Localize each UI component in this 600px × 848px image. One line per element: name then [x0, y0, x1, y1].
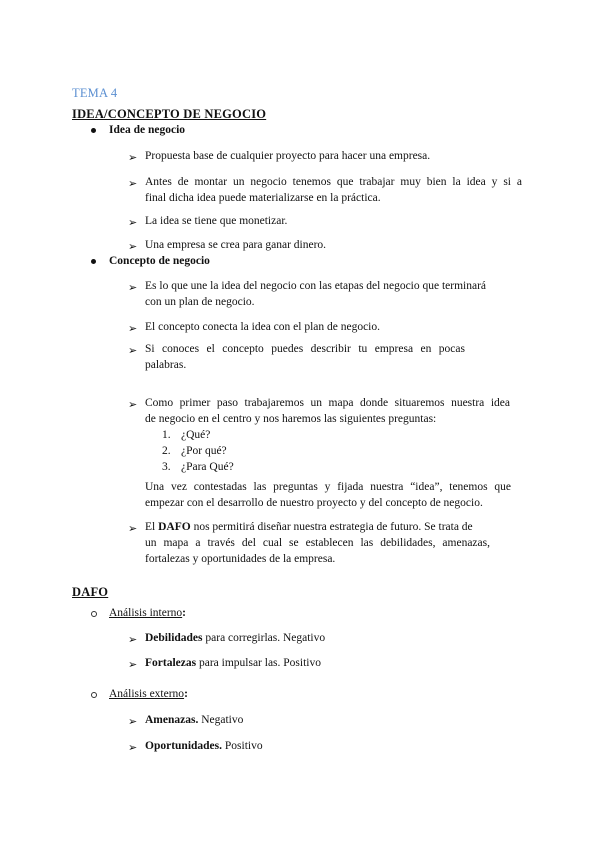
- section-heading-idea-concepto: IDEA/CONCEPTO DE NEGOCIO: [72, 107, 267, 121]
- externo-item-oportunidades: Oportunidades. Positivo: [145, 740, 263, 752]
- interno-item-fortalezas: Fortalezas para impulsar las. Positivo: [145, 657, 321, 669]
- concepto-item-4-line-1: Como primer paso trabajaremos un mapa donde situaremos nuestra idea: [145, 397, 510, 409]
- arrow-bullet-icon: ➢: [128, 216, 138, 229]
- subheading-idea: Idea de negocio: [109, 124, 186, 136]
- arrow-bullet-icon: ➢: [128, 344, 138, 357]
- subheading-analisis-interno: Análisis interno:: [109, 607, 186, 619]
- concepto-item-3-line-2: palabras.: [145, 359, 187, 371]
- bullet-circle-icon: [91, 611, 97, 617]
- bullet-dot-icon: [91, 128, 96, 133]
- dafo-item-line-2: un mapa a través del cual se establecen las debilidades, amenazas,: [145, 537, 490, 549]
- idea-item-2-line-1: Antes de montar un negocio tenemos que trabajar muy bien la idea y si a: [145, 176, 522, 188]
- question-text: ¿Para Qué?: [181, 461, 234, 473]
- arrow-bullet-icon: ➢: [128, 522, 138, 535]
- concepto-item-3-line-1: Si conoces el concepto puedes describir tu empresa en pocas: [145, 343, 465, 355]
- externo-item-amenazas: Amenazas. Negativo: [145, 714, 244, 726]
- idea-item-4: Una empresa se crea para ganar dinero.: [145, 239, 327, 251]
- arrow-bullet-icon: ➢: [128, 715, 138, 728]
- section-heading-dafo: DAFO: [72, 585, 109, 599]
- concepto-item-2: El concepto conecta la idea con el plan de negocio.: [145, 321, 381, 333]
- arrow-bullet-icon: ➢: [128, 398, 138, 411]
- question-text: ¿Por qué?: [181, 445, 227, 457]
- arrow-bullet-icon: ➢: [128, 658, 138, 671]
- idea-item-1: Propuesta base de cualquier proyecto para hacer una empresa.: [145, 150, 431, 162]
- question-number: 2.: [162, 445, 171, 457]
- tema-label: TEMA 4: [72, 86, 118, 100]
- question-text: ¿Qué?: [181, 429, 211, 441]
- idea-item-3: La idea se tiene que monetizar.: [145, 215, 288, 227]
- concepto-item-4-line-2: de negocio en el centro y nos haremos las siguientes preguntas:: [145, 413, 437, 425]
- arrow-bullet-icon: ➢: [128, 741, 138, 754]
- arrow-bullet-icon: ➢: [128, 281, 138, 294]
- question-number: 1.: [162, 429, 171, 441]
- subheading-concepto: Concepto de negocio: [109, 255, 210, 267]
- concepto-paragraph-line-1: Una vez contestadas las preguntas y fijada nuestra “idea”, tenemos que: [145, 481, 511, 493]
- bullet-circle-icon: [91, 692, 97, 698]
- dafo-item-line-3: fortalezas y oportunidades de la empresa.: [145, 553, 336, 565]
- arrow-bullet-icon: ➢: [128, 240, 138, 253]
- concepto-item-1-line-1: Es lo que une la idea del negocio con las etapas del negocio que terminará: [145, 280, 487, 292]
- concepto-paragraph-line-2: empezar con el desarrollo de nuestro proyecto y del concepto de negocio.: [145, 497, 483, 509]
- arrow-bullet-icon: ➢: [128, 177, 138, 190]
- dafo-bold-term: DAFO: [158, 521, 191, 533]
- bullet-dot-icon: [91, 259, 96, 264]
- subheading-analisis-externo: Análisis externo:: [109, 688, 188, 700]
- question-number: 3.: [162, 461, 171, 473]
- arrow-bullet-icon: ➢: [128, 633, 138, 646]
- arrow-bullet-icon: ➢: [128, 322, 138, 335]
- interno-item-debilidades: Debilidades para corregirlas. Negativo: [145, 632, 326, 644]
- dafo-item-line-1: El DAFO nos permitirá diseñar nuestra estrategia de futuro. Se trata de: [145, 521, 473, 533]
- idea-item-2-line-2: final dicha idea puede materializarse en la práctica.: [145, 192, 381, 204]
- concepto-item-1-line-2: con un plan de negocio.: [145, 296, 255, 308]
- arrow-bullet-icon: ➢: [128, 151, 138, 164]
